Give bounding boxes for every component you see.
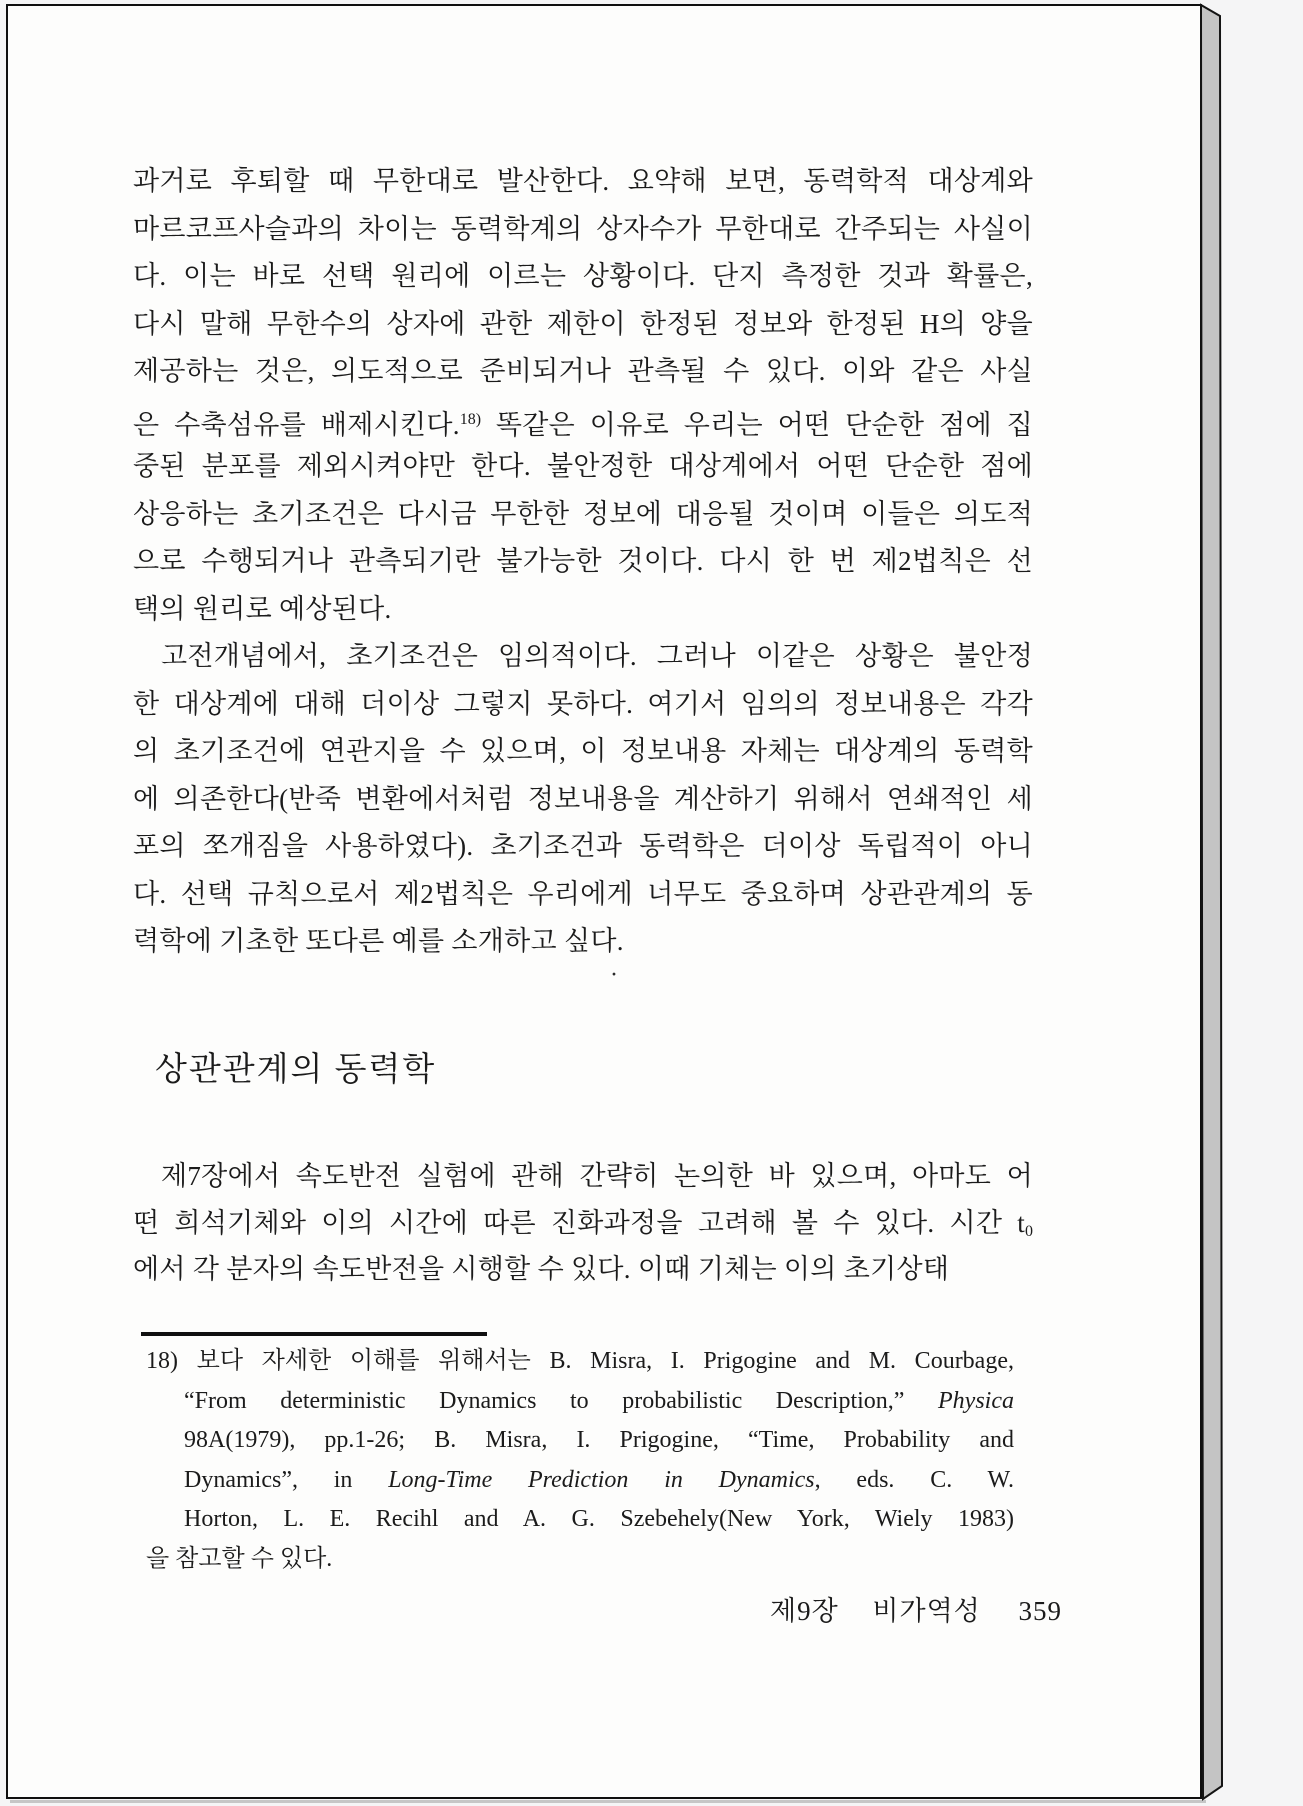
text-segment: 18) 보다 자세한 이해를 위해서는 B. Misra, I. Prigogine and M. Courbage,: [146, 1348, 1014, 1374]
text-segment: 중된 분포를 제외시켜야만 한다. 불안정한 대상계에서 어떤 단순한 점에: [133, 451, 1033, 481]
text-line: [133, 681, 1033, 729]
text-line: [133, 728, 1033, 776]
text-segment: 은 수축섬유를 배제시킨다.: [133, 409, 460, 440]
text-segment: 제공하는 것은, 의도적으로 준비되거나 관측될 수 있다. 이와 같은 사실: [133, 356, 1033, 386]
footnote-rule: [141, 1332, 487, 1336]
text-segment: 포의 쪼개짐을 사용하였다). 초기조건과 동력학은 더이상 독립적이 아니: [133, 831, 1033, 861]
body-text-block: [133, 158, 1033, 966]
text-segment: 똑같은 이유로 우리는 어떤 단순한 점에 집: [481, 409, 1033, 440]
text-segment: 에서 각 분자의 속도반전을 시행할 수 있다. 이때 기체는 이의 초기상태: [133, 1254, 950, 1284]
text-line: [133, 158, 1033, 206]
text-segment: “From deterministic Dynamics to probabilistic Description,”: [184, 1387, 939, 1414]
text-line: [146, 1461, 1014, 1501]
fore-edge-polygon: [1201, 5, 1222, 1799]
page-number: 359: [1018, 1596, 1062, 1626]
text-line: [133, 1153, 1033, 1200]
text-segment: 다. 선택 규칙으로서 제2법칙은 우리에게 너무도 중요하며 상관관계의 동: [133, 878, 1033, 909]
text-segment-sup: 18): [459, 410, 482, 428]
text-line: [133, 918, 1033, 966]
text-segment: 고전개념에서, 초기조건은 임의적이다. 그러나 이같은 상황은 불안정: [161, 641, 1033, 671]
section-title-label: 비가역성: [872, 1596, 981, 1626]
text-segment: 한 대상계에 대해 더이상 그렇지 못하다. 여기서 임의의 정보내용은 각각: [133, 688, 1033, 719]
page-bottom-shadow: [10, 1800, 1206, 1803]
text-line: [146, 1500, 1014, 1540]
text-line: [146, 1382, 1014, 1422]
body-text-block-2: [133, 1153, 1033, 1293]
text-segment: Dynamics”, in: [184, 1466, 389, 1493]
section-heading: 상관관계의 동력학: [155, 1052, 437, 1088]
text-line: [133, 206, 1033, 254]
text-line: [133, 301, 1033, 349]
text-line: [133, 633, 1033, 681]
page-footer: [0, 1589, 1062, 1628]
text-line: [133, 348, 1033, 396]
chapter-label: 제9장: [770, 1596, 839, 1626]
text-line: [133, 871, 1033, 919]
text-segment: 떤 희석기체와 이의 시간에 따른 진화과정을 고려해 볼 수 있다. 시간 t: [133, 1207, 1025, 1238]
text-segment-i: Physica: [938, 1387, 1014, 1414]
text-line: [146, 1342, 1014, 1382]
footnote: [146, 1342, 1014, 1579]
text-segment: , eds. C. W.: [814, 1466, 1015, 1493]
text-segment: 제7장에서 속도반전 실험에 관해 간략히 논의한 바 있으며, 아마도 어: [161, 1161, 1033, 1191]
text-segment: 에 의존한다(반죽 변환에서처럼 정보내용을 계산하기 위해서 연쇄적인 세: [133, 783, 1033, 814]
text-segment: 다시 말해 무한수의 상자에 관한 제한이 한정된 정보와 한정된 H의 양을: [133, 308, 1033, 339]
text-segment: 력학에 기초한 또다른 예를 소개하고 싶다.: [133, 926, 624, 956]
text-line: [133, 586, 1033, 634]
text-line: [133, 253, 1033, 301]
text-line: [146, 1540, 1014, 1580]
text-line: [133, 1200, 1033, 1247]
text-line: [146, 1421, 1014, 1461]
divider-dot: ·: [610, 962, 618, 988]
text-line: [133, 776, 1033, 824]
text-segment: 다. 이는 바로 선택 원리에 이르는 상황이다. 단지 측정한 것과 확률은,: [133, 261, 1033, 291]
text-segment-sub: 0: [1025, 1222, 1033, 1240]
text-line: [133, 396, 1033, 444]
text-segment: 상응하는 초기조건은 다시금 무한한 정보에 대응될 것이며 이들은 의도적: [133, 498, 1033, 529]
text-line: [133, 823, 1033, 871]
text-line: [133, 1246, 1033, 1293]
text-segment: 98A(1979), pp.1-26; B. Misra, I. Prigogine, “Time, Probability and: [184, 1427, 1014, 1453]
text-line: [133, 538, 1033, 586]
text-segment-i: Long-Time Prediction in Dynamics: [388, 1466, 815, 1493]
text-line: [133, 443, 1033, 491]
text-segment: 택의 원리로 예상된다.: [133, 593, 392, 624]
text-segment: 마르코프사슬과의 차이는 동력학계의 상자수가 무한대로 간주되는 사실이: [133, 213, 1033, 244]
text-line: [133, 491, 1033, 539]
text-segment: 의 초기조건에 연관지을 수 있으며, 이 정보내용 자체는 대상계의 동력학: [133, 736, 1033, 766]
text-segment: 과거로 후퇴할 때 무한대로 발산한다. 요약해 보면, 동력학적 대상계와: [133, 166, 1033, 196]
text-segment: Horton, L. E. Recihl and A. G. Szebehely(New York, Wiely 1983): [184, 1506, 1014, 1532]
text-segment: 을 참고할 수 있다.: [146, 1545, 333, 1572]
text-segment: 으로 수행되거나 관측되기란 불가능한 것이다. 다시 한 번 제2법칙은 선: [133, 546, 1033, 576]
